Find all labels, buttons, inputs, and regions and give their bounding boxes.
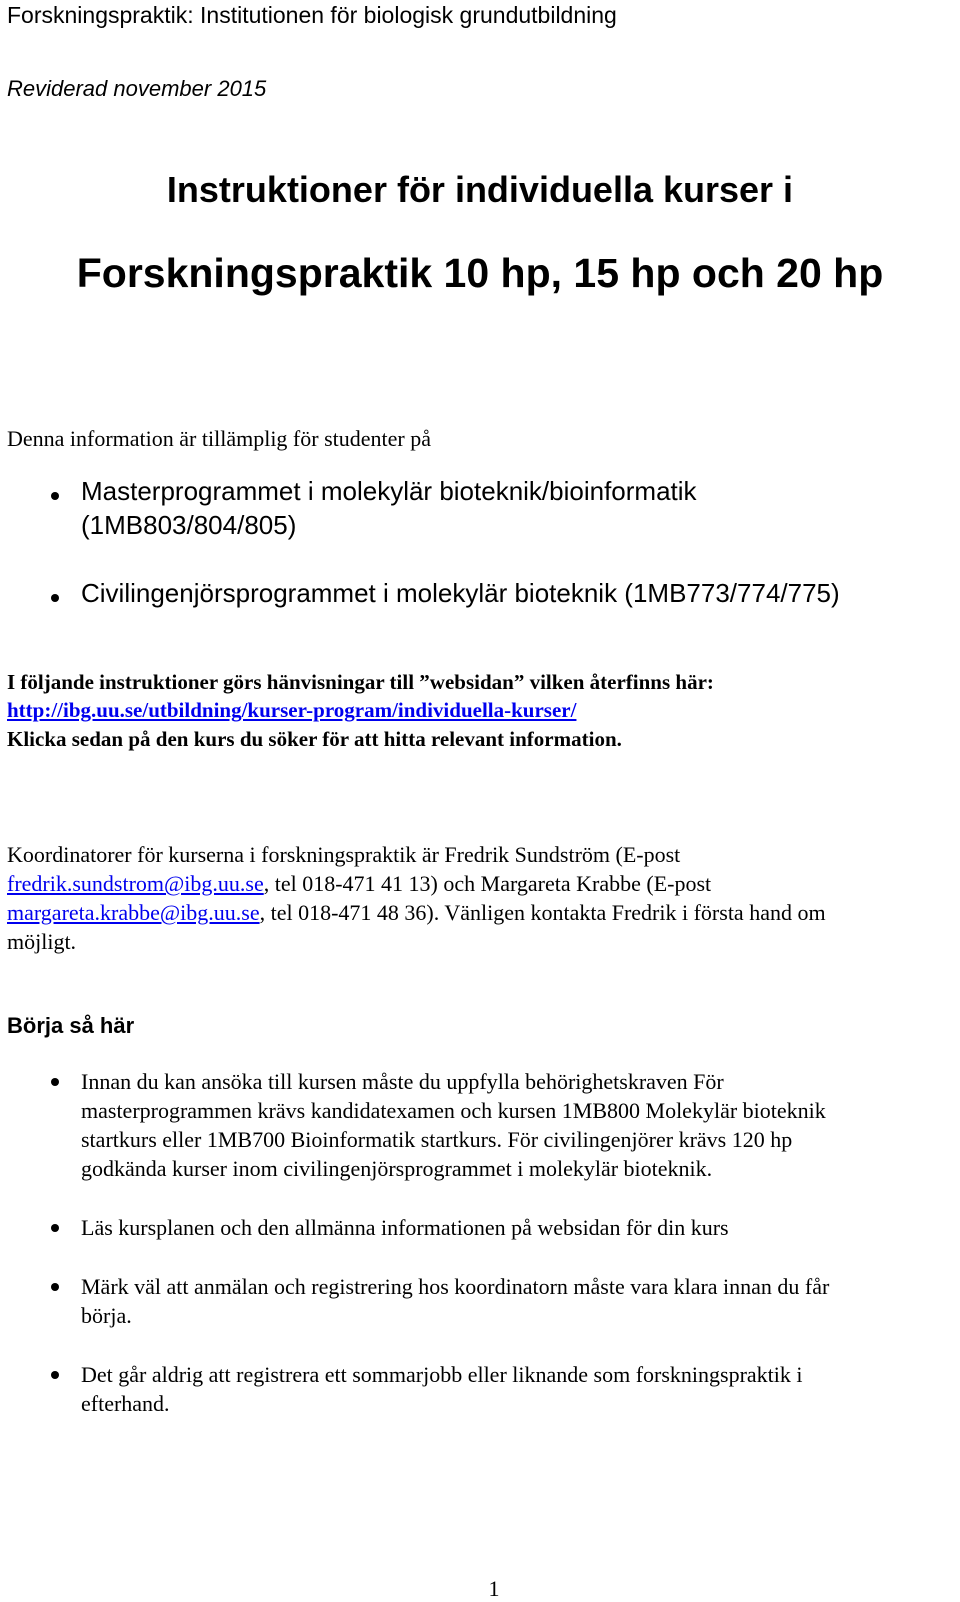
section-heading: Börja så här <box>7 1013 135 1038</box>
coordinators-text: , tel 018-471 41 13) och Margareta Krabbe (E-post <box>263 871 712 896</box>
step-line: Det går aldrig att registrera ett sommarjobb eller liknande som forskningspraktik i <box>81 1362 803 1387</box>
instructions-line: Klicka sedan på den kurs du söker för att hitta relevant information. <box>7 727 622 751</box>
coordinators-text: , tel 018-471 48 36). Vänligen kontakta Fredrik i första hand om <box>259 900 826 925</box>
page-title-line-1: Instruktioner för individuella kurser i <box>166 169 794 210</box>
step-line: godkända kurser inom civilingenjörsprogrammet i molekylär bioteknik. <box>81 1156 713 1181</box>
page-title-line-2: Forskningspraktik 10 hp, 15 hp och 20 hp <box>76 250 884 296</box>
coordinators-line: möjligt. <box>7 929 77 954</box>
bullet-icon <box>51 594 59 602</box>
website-link[interactable]: http://ibg.uu.se/utbildning/kurser-program/individuella-kurser/ <box>7 698 577 722</box>
program-item-line: (1MB803/804/805) <box>81 510 297 540</box>
bullet-icon <box>51 1283 59 1291</box>
step-line: Innan du kan ansöka till kursen måste du uppfylla behörighetskraven För <box>81 1069 724 1094</box>
page-number: 1 <box>488 1576 500 1601</box>
coordinators-line <box>7 869 711 898</box>
intro-text: Denna information är tillämplig för studenter på <box>7 426 431 451</box>
document-header: Forskningspraktik: Institutionen för biologisk grundutbildning <box>7 2 617 28</box>
bullet-icon <box>51 1078 59 1086</box>
program-item-line: Masterprogrammet i molekylär bioteknik/bioinformatik <box>81 476 697 506</box>
step-line: masterprogrammen krävs kandidatexamen och kursen 1MB800 Molekylär bioteknik <box>81 1098 826 1123</box>
coordinators-line: Koordinatorer för kurserna i forskningspraktik är Fredrik Sundström (E-post <box>7 842 681 867</box>
bullet-icon <box>51 1224 59 1232</box>
bullet-icon <box>51 492 59 500</box>
step-line: Märk väl att anmälan och registrering hos koordinatorn måste vara klara innan du får <box>81 1274 830 1299</box>
step-line: Läs kursplanen och den allmänna informationen på websidan för din kurs <box>81 1215 729 1240</box>
email-link-fredrik[interactable]: fredrik.sundstrom@ibg.uu.se <box>7 871 264 896</box>
bullet-icon <box>51 1371 59 1379</box>
revision-date: Reviderad november 2015 <box>7 76 267 101</box>
email-link-margareta[interactable]: margareta.krabbe@ibg.uu.se <box>7 900 260 925</box>
program-item-line: Civilingenjörsprogrammet i molekylär bioteknik (1MB773/774/775) <box>81 578 840 608</box>
step-line: börja. <box>81 1303 132 1328</box>
step-line: efterhand. <box>81 1391 170 1416</box>
instructions-line: I följande instruktioner görs hänvisningar till ”websidan” vilken återfinns här: <box>7 670 714 694</box>
coordinators-line <box>7 898 826 927</box>
step-line: startkurs eller 1MB700 Bioinformatik startkurs. För civilingenjörer krävs 120 hp <box>81 1127 793 1152</box>
